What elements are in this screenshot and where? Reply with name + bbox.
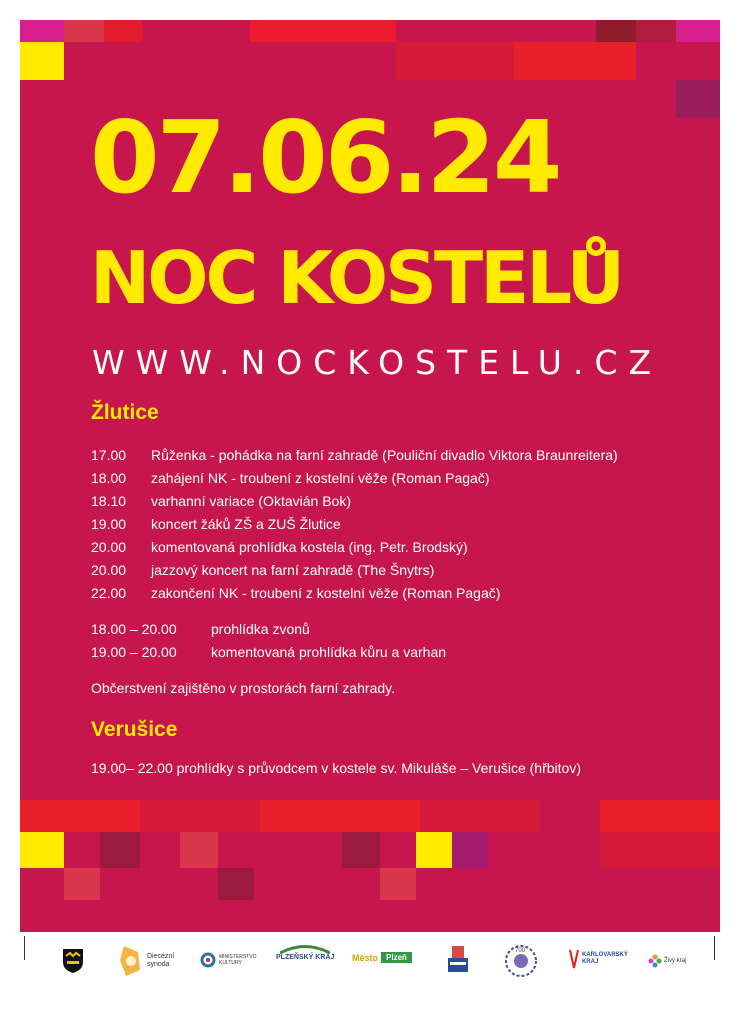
program-text: zahájení NK - troubení z kostelní věže (Roman Pagač) <box>151 470 490 486</box>
pixel-block <box>20 20 64 42</box>
pixel-block <box>380 868 416 900</box>
pixel-block <box>600 800 720 832</box>
program-row <box>91 645 446 659</box>
pixel-block <box>514 42 636 80</box>
program-row <box>91 622 310 636</box>
pixel-block <box>342 832 380 868</box>
pixel-block <box>416 832 452 868</box>
program-text: komentovaná prohlídka kostela (ing. Petr. Brodský) <box>151 539 468 555</box>
poster <box>20 20 720 932</box>
pixel-block <box>600 832 720 868</box>
pixel-block <box>420 800 540 832</box>
program-row <box>91 471 490 485</box>
pixel-block <box>180 832 218 868</box>
plzen-region-logo <box>276 944 334 961</box>
program-text: jazzový koncert na farní zahradě (The Šnytrs) <box>151 562 435 578</box>
program-row <box>91 448 618 462</box>
program-text: varhanní variace (Oktavián Bok) <box>151 493 351 509</box>
pixel-block <box>64 868 100 900</box>
section-heading-zlutice: Žlutice <box>91 401 159 424</box>
zivy-kraj-text: Živý kraj <box>664 958 687 964</box>
pixel-block <box>104 20 142 42</box>
pixel-block <box>452 832 488 868</box>
program-time: 22.00 <box>91 585 127 601</box>
pixel-block <box>596 20 636 42</box>
pixel-block <box>218 868 254 900</box>
anniversary-700-logo <box>504 944 538 978</box>
diocese-synod-text: Diecézní synoda <box>147 952 175 968</box>
event-title: NOC KOSTELŮ <box>90 236 623 320</box>
pixel-block <box>260 800 420 832</box>
event-website: WWW.NOCKOSTELU.CZ <box>92 343 663 382</box>
pixel-block <box>20 832 64 868</box>
program-time: 18.00 – 20.00 <box>91 621 177 637</box>
program-text: prohlídka zvonů <box>211 621 310 637</box>
program-time: 18.00 <box>91 470 127 486</box>
program-row <box>91 586 500 600</box>
zivy-kraj-logo <box>648 954 686 968</box>
plzen-region-text: PLZEŇSKÝ KRAJ <box>276 954 335 961</box>
pixel-block <box>140 800 260 832</box>
refreshment-note: Občerstvení zajištěno v prostorách farní zahrady. <box>91 680 395 696</box>
pixel-block <box>64 20 104 42</box>
program-time: 17.00 <box>91 447 127 463</box>
program-time: 19.00 – 20.00 <box>91 644 177 660</box>
event-date: 07.06.24 <box>90 99 560 216</box>
karlovy-vary-text-2: KRAJ <box>582 959 599 965</box>
pixel-block <box>676 80 720 118</box>
pixel-block <box>636 20 676 42</box>
program-text: koncert žáků ZŠ a ZUŠ Žlutice <box>151 516 341 532</box>
diocese-synod-logo <box>118 944 187 978</box>
town-coat-of-arms-logo <box>62 948 84 974</box>
program-text: Růženka - pohádka na farní zahradě (Pouliční divadlo Viktora Braunreitera) <box>151 447 618 463</box>
ministry-culture-logo <box>200 952 257 968</box>
program-row <box>91 517 341 531</box>
program-text: komentovaná prohlídka kůru a varhan <box>211 644 447 660</box>
program-time: 19.00 <box>91 516 127 532</box>
program-text: zakončení NK - troubení z kostelní věže (Roman Pagač) <box>151 585 501 601</box>
pixel-block <box>20 800 140 832</box>
pixel-block <box>396 42 514 80</box>
program-row <box>91 540 468 554</box>
program-time: 20.00 <box>91 562 127 578</box>
section-heading-verusice: Verušice <box>91 718 178 741</box>
pixel-block <box>676 20 720 42</box>
verusice-program-line: 19.00– 22.00 prohlídky s průvodcem v kostele sv. Mikuláše – Verušice (hřbitov) <box>91 760 581 776</box>
svg-text:700: 700 <box>515 948 526 954</box>
pixel-block <box>250 20 396 42</box>
ministry-culture-text: MINISTERSTVO KULTURY <box>219 954 257 966</box>
city-name: Plzeň <box>381 952 412 963</box>
bishopric-logo <box>444 944 472 976</box>
program-row <box>91 494 351 508</box>
karlovy-vary-text-1: KARLOVARSKÝ <box>582 951 628 958</box>
program-time: 18.10 <box>91 493 127 509</box>
city-label: Město <box>352 952 379 963</box>
sponsor-logos <box>0 940 740 1000</box>
pixel-block <box>20 42 64 80</box>
program-row <box>91 563 434 577</box>
pixel-block <box>100 832 140 868</box>
karlovy-vary-region-logo <box>568 948 628 970</box>
program-time: 20.00 <box>91 539 127 555</box>
city-plzen-logo <box>352 952 412 963</box>
